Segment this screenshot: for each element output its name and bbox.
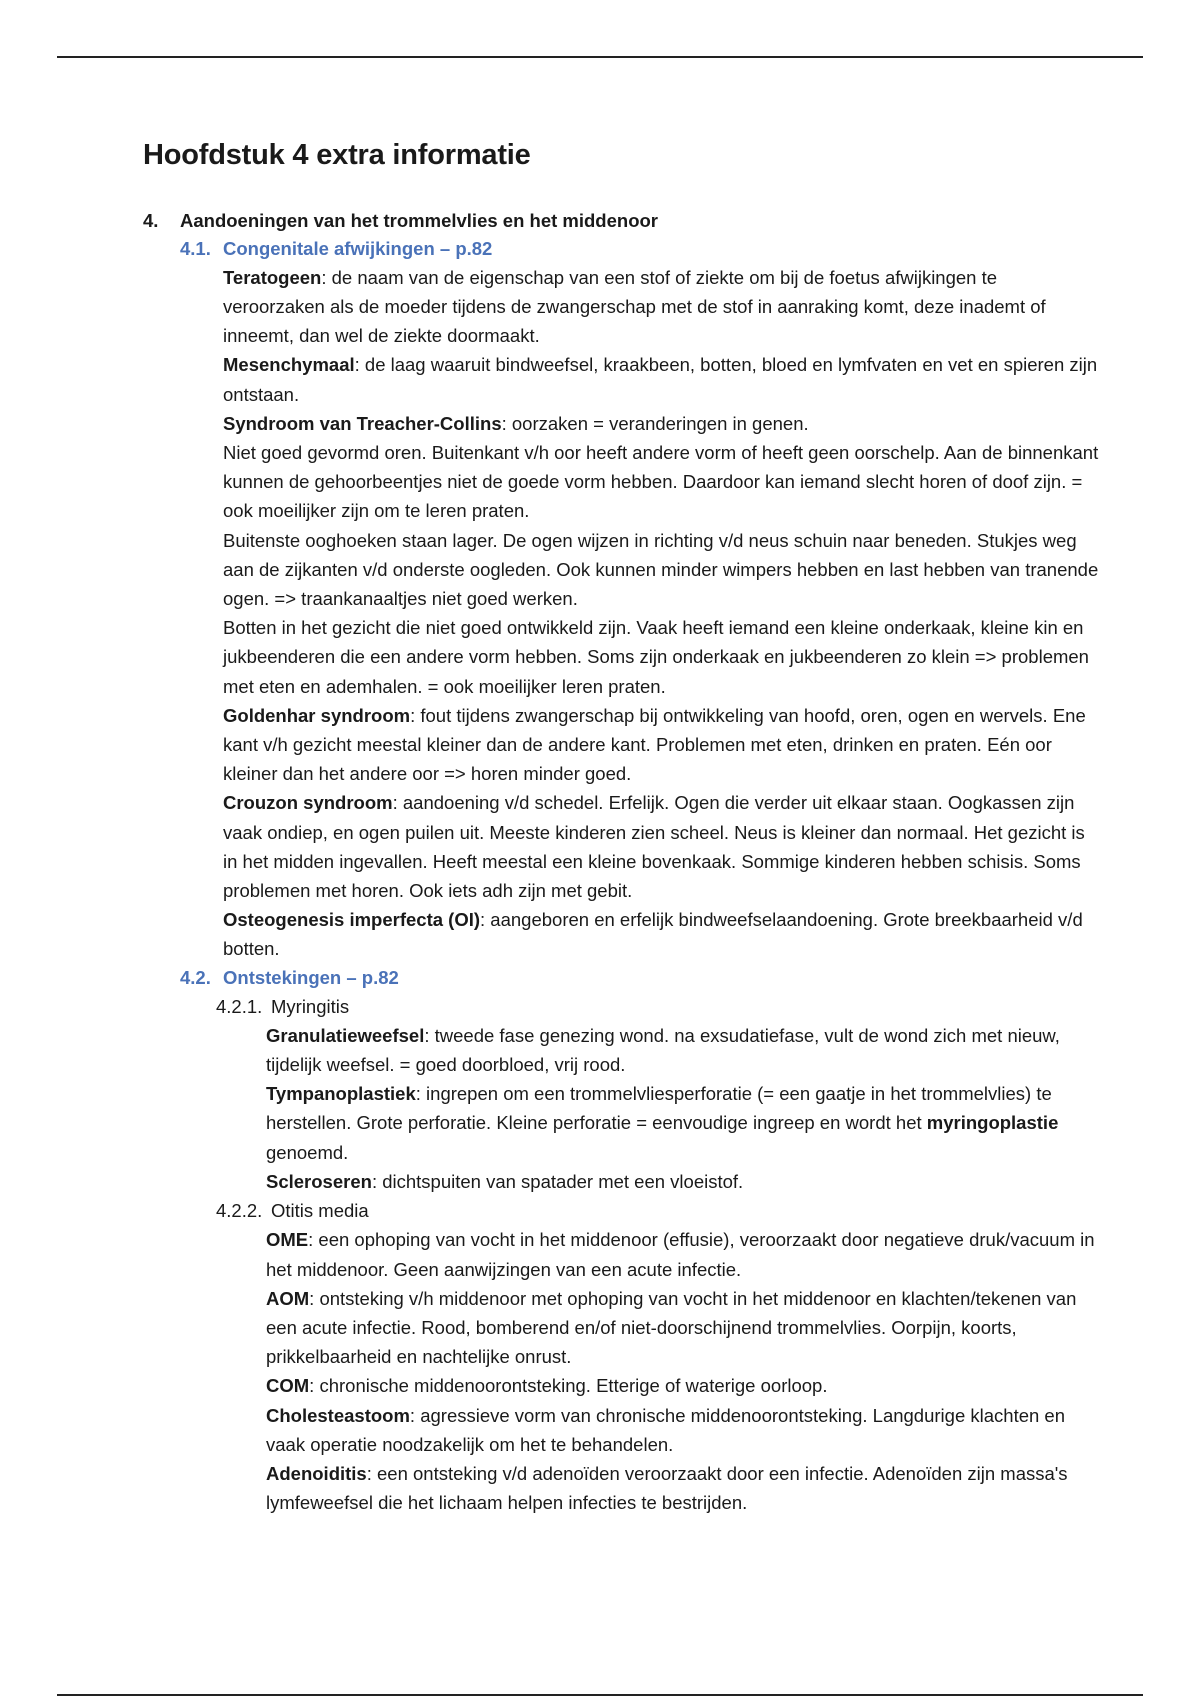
term: AOM (266, 1287, 310, 1309)
definition: : een ophoping van vocht in het middenoor (effusie), veroorzaakt door negatieve druk/vacuum in het middenoor. Geen aanwijzingen van een acute infectie. (266, 1229, 1095, 1280)
paragraph (266, 1371, 1106, 1400)
term: Granulatieweefsel (266, 1024, 425, 1046)
document-body (143, 138, 1103, 1517)
footer-rule (57, 1694, 1143, 1696)
subsection-heading-4-2-2 (216, 1196, 1103, 1225)
subsection-number: 4.2.1. (216, 995, 263, 1017)
term: Scleroseren (266, 1170, 372, 1192)
definition: Botten in het gezicht die niet goed ontwikkeld zijn. Vaak heeft iemand een kleine onderkaak, kleine kin en jukbeenderen die een andere vorm hebben. Soms zijn onderkaak en jukbeenderen zo klein => problemen met eten en ademhalen. = ook moeilijker leren praten. (223, 617, 1089, 697)
paragraph (266, 1401, 1106, 1459)
definition: : oorzaken = veranderingen in genen. (501, 412, 809, 434)
definition: : de naam van de eigenschap van een stof of ziekte om bij de foetus afwijkingen te veroorzaken als de moeder tijdens de zwangerschap met de stof in aanraking komt, deze inademt of inneemt, dan wel de ziekte doormaakt. (223, 266, 1046, 347)
paragraph (223, 409, 1103, 438)
paragraph (223, 613, 1103, 701)
page-title: Hoofdstuk 4 extra informatie (143, 139, 531, 171)
paragraph (266, 1167, 1106, 1196)
paragraph (266, 1284, 1106, 1372)
section-4-1-body (223, 263, 1103, 964)
paragraph (266, 1459, 1106, 1517)
paragraph (223, 905, 1103, 963)
term: Syndroom van Treacher-Collins (223, 412, 502, 434)
paragraph (266, 1225, 1106, 1283)
definition: : agressieve vorm van chronische middenoorontsteking. Langdurige klachten en vaak operatie noodzakelijk om het te behandelen. (266, 1404, 1066, 1455)
paragraph (223, 438, 1103, 526)
subsection-label: Myringitis (271, 995, 350, 1017)
definition: : chronische middenoorontsteking. Etterige of waterige oorloop. (309, 1375, 828, 1397)
paragraph (223, 788, 1103, 905)
definition: : fout tijdens zwangerschap bij ontwikkeling van hoofd, oren, ogen en wervels. Ene kant v/h gezicht meestal kleiner dan de andere kant. Problemen met eten, drinken en praten. Eén oor kleiner dan het andere oor => horen minder goed. (223, 704, 1086, 785)
term: Adenoiditis (266, 1462, 367, 1484)
section-number: 4.1. (180, 237, 211, 259)
section-heading-4-2 (180, 964, 1103, 992)
term-inline: myringoplastie (926, 1112, 1059, 1134)
paragraph (266, 1021, 1106, 1079)
term: OME (266, 1229, 309, 1251)
term: Tympanoplastiek (266, 1083, 416, 1105)
paragraph (223, 263, 1103, 351)
definition: : ontsteking v/h middenoor met ophoping van vocht in het middenoor en klachten/tekenen van een acute infectie. Rood, bomberend en/of niet-doorschijnend trommelvlies. Oorpijn, koorts, prikkelbaarheid en nachtelijke onrust. (266, 1287, 1077, 1368)
paragraph (223, 701, 1103, 789)
section-number: 4.2. (180, 966, 211, 988)
definition: Niet goed gevormd oren. Buitenkant v/h oor heeft andere vorm of heeft geen oorschelp. Aan de binnenkant kunnen de gehoorbeentjes niet de goede vorm hebben. Daardoor kan iemand slecht horen of doof zijn. = ook moeilijker zijn om te leren praten. (223, 442, 1099, 522)
header-rule (57, 56, 1143, 58)
subsection-heading-4-2-1 (216, 992, 1103, 1021)
term: COM (266, 1375, 310, 1397)
term: Crouzon syndroom (223, 792, 393, 814)
definition: : aangeboren en erfelijk bindweefselaandoening. Grote breekbaarheid v/d botten. (223, 909, 1083, 960)
definition: : aandoening v/d schedel. Erfelijk. Ogen die verder uit elkaar staan. Oogkassen zijn vaak ondiep, en ogen puilen uit. Meeste kinderen zien scheel. Neus is kleiner dan normaal. Het gezicht is in het midden ingevallen. Heeft meestal een kleine bovenkaak. Sommige kinderen hebben schisis. Soms problemen met horen. Ook iets adh zijn met gebit. (223, 792, 1085, 902)
section-heading-4-1 (180, 235, 1103, 263)
chapter-heading (143, 207, 1103, 235)
subsection-4-2-2-body (266, 1225, 1106, 1517)
subsection-4-2-1-body (266, 1021, 1106, 1196)
paragraph (223, 350, 1103, 408)
subsection-label: Otitis media (271, 1200, 369, 1222)
term: Osteogenesis imperfecta (OI) (223, 909, 481, 931)
term: Mesenchymaal (223, 354, 355, 376)
definition: : dichtspuiten van spatader met een vloeistof. (371, 1170, 744, 1192)
chapter-number: 4. (143, 209, 159, 231)
definition: genoemd. (266, 1141, 349, 1163)
definition: : de laag waaruit bindweefsel, kraakbeen, botten, bloed en lymfvaten en vet en spieren zijn ontstaan. (223, 354, 1098, 405)
term: Goldenhar syndroom (223, 704, 411, 726)
paragraph (266, 1079, 1106, 1167)
term: Teratogeen (223, 266, 322, 288)
section-label: Congenitale afwijkingen – p.82 (223, 237, 493, 259)
chapter-label: Aandoeningen van het trommelvlies en het middenoor (180, 209, 658, 231)
definition: Buitenste ooghoeken staan lager. De ogen wijzen in richting v/d neus schuin naar beneden. Stukjes weg aan de zijkanten v/d onderste oogleden. Ook kunnen minder wimpers hebben en last hebben van tranende ogen. => traankanaaltjes niet goed werken. (223, 529, 1099, 610)
section-label: Ontstekingen – p.82 (223, 966, 399, 988)
definition: : tweede fase genezing wond. na exsudatiefase, vult de wond zich met nieuw, tijdelijk weefsel. = goed doorbloed, vrij rood. (266, 1024, 1060, 1076)
definition: : een ontsteking v/d adenoïden veroorzaakt door een infectie. Adenoïden zijn massa's lymfeweefsel die het lichaam helpen infecties te bestrijden. (266, 1462, 1068, 1514)
term: Cholesteastoom (266, 1404, 410, 1426)
definition: : ingrepen om een trommelvliesperforatie (= een gaatje in het trommelvlies) te herstellen. Grote perforatie. Kleine perforatie = eenvoudige ingreep en wordt het (266, 1083, 1052, 1134)
paragraph (223, 526, 1103, 614)
subsection-number: 4.2.2. (216, 1200, 263, 1222)
